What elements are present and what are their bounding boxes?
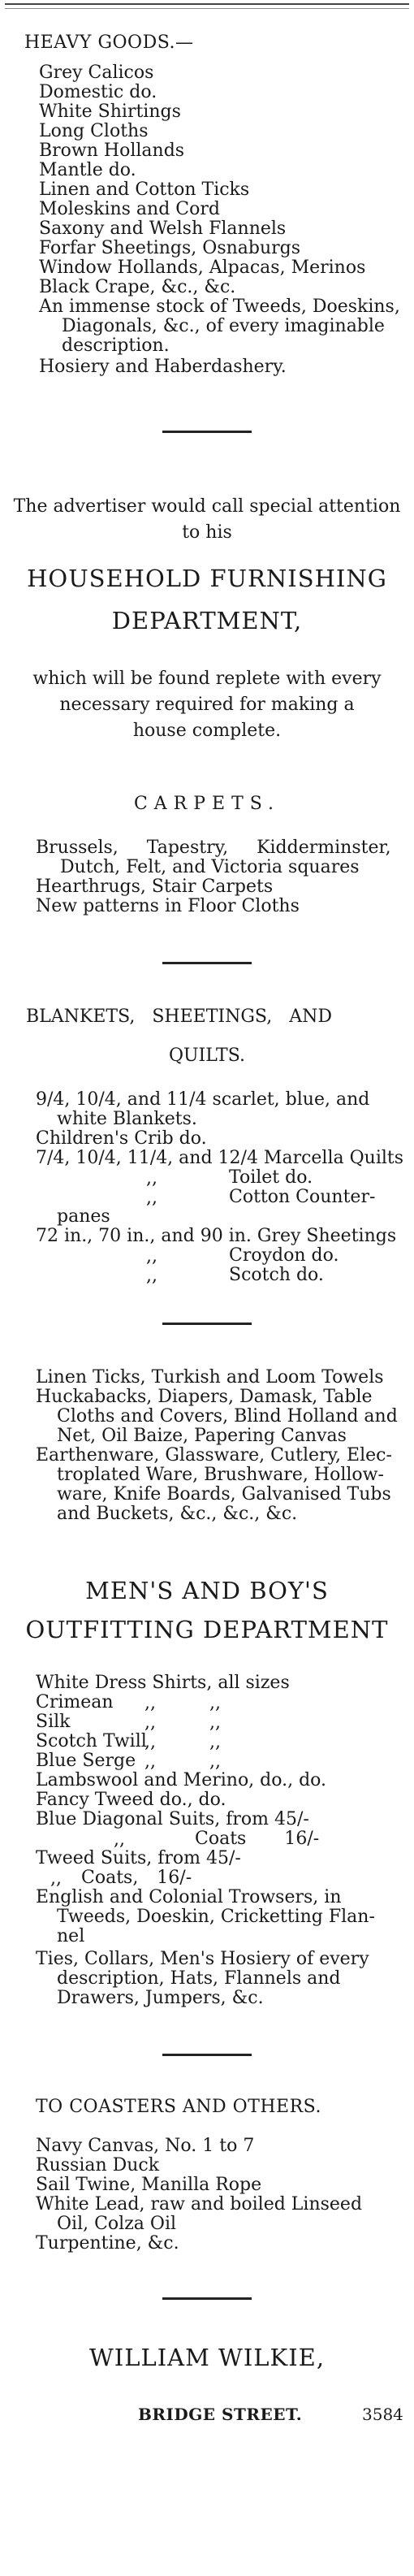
ditto-mark: ,, bbox=[144, 1693, 156, 1713]
blankets-line: panes bbox=[57, 1206, 110, 1227]
outfitting-line: description, Hats, Flannels and bbox=[57, 1968, 341, 1989]
coasters-line: Sail Twine, Manilla Rope bbox=[36, 2175, 262, 2195]
linens-line: and Buckets, &c., &c., &c. bbox=[57, 1504, 298, 1524]
blankets-heading: BLANKETS, SHEETINGS, AND bbox=[26, 1007, 332, 1027]
list-item: Mantle do. bbox=[39, 160, 136, 180]
blankets-line: 7/4, 10/4, 11/4, and 12/4 Marcella Quilts bbox=[36, 1148, 404, 1168]
ditto-mark: ,, bbox=[209, 1751, 221, 1772]
outfitting-line: Tweeds, Doeskin, Cricketting Flan- bbox=[57, 1907, 375, 1927]
ad-number: 3584 bbox=[362, 2405, 403, 2424]
list-item: Moleskins and Cord bbox=[39, 199, 220, 219]
list-item: An immense stock of Tweeds, Doeskins, bbox=[39, 297, 400, 317]
coasters-line: Navy Canvas, No. 1 to 7 bbox=[36, 2136, 255, 2156]
coasters-heading: TO COASTERS AND OTHERS. bbox=[36, 2097, 321, 2117]
outfitting-line: Coats 16/- bbox=[195, 1829, 320, 1849]
linens-line: Linen Ticks, Turkish and Loom Towels bbox=[36, 1367, 384, 1388]
carpets-line: Dutch, Felt, and Victoria squares bbox=[60, 857, 360, 877]
linens-line: troplated Ware, Brushware, Hollow- bbox=[57, 1465, 384, 1485]
household-description-2: necessary required for making a bbox=[59, 695, 355, 715]
ditto-mark: ,, bbox=[146, 1246, 157, 1266]
linens-line: Earthenware, Glassware, Cutlery, Elec- bbox=[36, 1445, 392, 1466]
ditto-mark: ,, bbox=[144, 1732, 156, 1752]
section-divider bbox=[162, 1323, 252, 1325]
list-item: description. bbox=[62, 336, 170, 356]
ditto-mark: ,, bbox=[209, 1712, 221, 1733]
blankets-line: 72 in., 70 in., and 90 in. Grey Sheetings bbox=[36, 1226, 397, 1246]
outfitting-title-2: OUTFITTING DEPARTMENT bbox=[25, 1616, 389, 1643]
list-item: Black Crape, &c., &c. bbox=[39, 277, 236, 297]
blankets-line: Croydon do. bbox=[229, 1245, 339, 1266]
outfitting-line: Tweed Suits, from 45/- bbox=[36, 1848, 241, 1868]
advertiser-name: WILLIAM WILKIE, bbox=[88, 2344, 326, 2371]
list-item: Window Hollands, Alpacas, Merinos bbox=[39, 258, 366, 278]
ditto-mark: ,, bbox=[146, 1188, 157, 1208]
top-rule-thin bbox=[5, 8, 409, 9]
blankets-heading-2: QUILTS. bbox=[168, 1046, 246, 1066]
household-intro-2: to his bbox=[182, 522, 232, 543]
carpets-line: Brussels, Tapestry, Kidderminster, bbox=[36, 838, 391, 858]
blankets-line: Toilet do. bbox=[229, 1167, 313, 1188]
carpets-line: Hearthrugs, Stair Carpets bbox=[36, 877, 274, 897]
outfitting-line: Drawers, Jumpers, &c. bbox=[57, 1988, 264, 2008]
section-divider bbox=[162, 2054, 252, 2056]
ditto-mark: ,, bbox=[209, 1732, 221, 1752]
list-item: Linen and Cotton Ticks bbox=[39, 180, 250, 200]
section-divider bbox=[162, 431, 252, 433]
outfitting-line: Coats, 16/- bbox=[81, 1868, 192, 1888]
list-item: White Shirtings bbox=[39, 102, 181, 122]
list-item: Long Cloths bbox=[39, 121, 149, 141]
coasters-line: Russian Duck bbox=[36, 2155, 160, 2176]
outfitting-line: Blue Serge bbox=[36, 1751, 136, 1771]
ditto-mark: ,, bbox=[114, 1829, 125, 1850]
list-item: Diagonals, &c., of every imaginable bbox=[62, 316, 385, 336]
ditto-mark: ,, bbox=[144, 1712, 156, 1733]
carpets-heading: CARPETS. bbox=[133, 794, 281, 814]
coasters-line: Turpentine, &c. bbox=[36, 2233, 179, 2253]
outfitting-line: Crimean bbox=[36, 1692, 114, 1712]
household-description: which will be found replete with every bbox=[32, 669, 382, 689]
outfitting-line: English and Colonial Trowsers, in bbox=[36, 1887, 342, 1907]
ditto-mark: ,, bbox=[50, 1868, 62, 1889]
blankets-line: Scotch do. bbox=[229, 1265, 324, 1285]
section-divider bbox=[162, 962, 252, 964]
ditto-mark: ,, bbox=[146, 1168, 157, 1188]
section-divider bbox=[162, 2297, 252, 2300]
linens-line: Cloths and Covers, Blind Holland and bbox=[57, 1406, 398, 1427]
outfitting-line: Fancy Tweed do., do. bbox=[36, 1790, 226, 1810]
linens-line: ware, Knife Boards, Galvanised Tubs bbox=[57, 1484, 391, 1504]
heavy-goods-heading: HEAVY GOODS.— bbox=[24, 32, 194, 53]
advertiser-street: BRIDGE STREET. bbox=[138, 2405, 303, 2424]
blankets-line: white Blankets. bbox=[57, 1109, 197, 1129]
outfitting-line: Ties, Collars, Men's Hosiery of every bbox=[36, 1949, 369, 1969]
blankets-line: Children's Crib do. bbox=[36, 1128, 207, 1149]
linens-line: Net, Oil Baize, Papering Canvas bbox=[57, 1426, 347, 1446]
outfitting-line: Silk bbox=[36, 1712, 71, 1732]
household-intro: The advertiser would call special attention bbox=[13, 496, 401, 517]
list-item: Brown Hollands bbox=[39, 141, 185, 161]
list-item: Grey Calicos bbox=[39, 63, 154, 83]
ditto-mark: ,, bbox=[144, 1751, 156, 1772]
blankets-line: 9/4, 10/4, and 11/4 scarlet, blue, and bbox=[36, 1089, 370, 1110]
outfitting-line: Blue Diagonal Suits, from 45/- bbox=[36, 1809, 309, 1829]
carpets-line: New patterns in Floor Cloths bbox=[36, 896, 300, 916]
coasters-line: White Lead, raw and boiled Linseed bbox=[36, 2194, 363, 2214]
household-description-3: house complete. bbox=[132, 721, 282, 741]
list-item: Hosiery and Haberdashery. bbox=[39, 357, 287, 377]
outfitting-line: White Dress Shirts, all sizes bbox=[36, 1673, 290, 1693]
top-rule bbox=[5, 3, 409, 5]
household-title-2: DEPARTMENT, bbox=[111, 607, 303, 634]
outfitting-title: MEN'S AND BOY'S bbox=[85, 1577, 329, 1604]
blankets-line: Cotton Counter- bbox=[229, 1187, 376, 1207]
outfitting-line: Lambswool and Merino, do., do. bbox=[36, 1770, 327, 1790]
ditto-mark: ,, bbox=[209, 1693, 221, 1713]
household-title: HOUSEHOLD FURNISHING bbox=[27, 565, 387, 592]
coasters-line: Oil, Colza Oil bbox=[57, 2214, 177, 2234]
outfitting-line: nel bbox=[57, 1926, 85, 1946]
list-item: Domestic do. bbox=[39, 82, 157, 102]
outfitting-line: Scotch Twill bbox=[36, 1731, 147, 1751]
linens-line: Huckabacks, Diapers, Damask, Table bbox=[36, 1387, 373, 1407]
list-item: Saxony and Welsh Flannels bbox=[39, 219, 287, 239]
list-item: Forfar Sheetings, Osnaburgs bbox=[39, 238, 301, 258]
ditto-mark: ,, bbox=[146, 1266, 157, 1286]
